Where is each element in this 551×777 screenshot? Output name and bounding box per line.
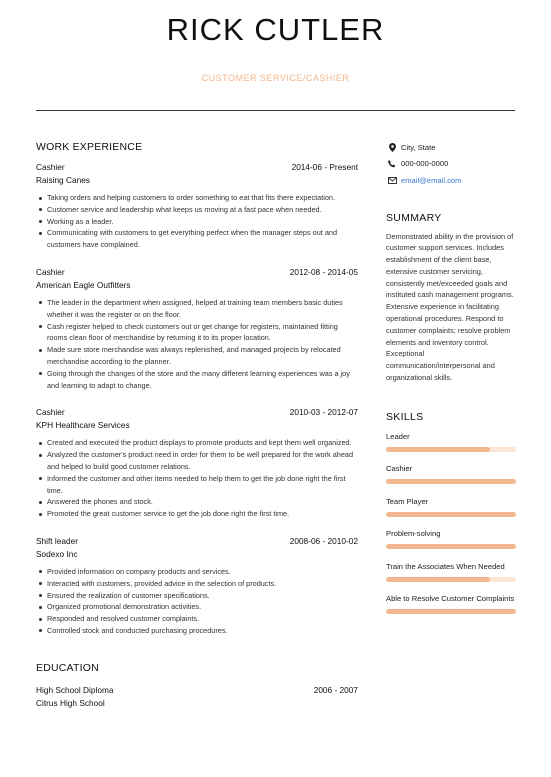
location-text: City, State [401,142,436,152]
job-bullet: Informed the customer and other items needed to help them to get the job done right the first time. [47,473,358,497]
degree: High School Diploma [36,684,114,695]
job-bullet: Organized promotional demonstration activities. [47,601,358,613]
job-bullet: Controlled stock and conducted purchasing procedures. [47,625,358,637]
job-bullet: Working as a leader. [47,216,358,228]
phone-icon [386,160,398,168]
job-bullet: Provided information on company products and services. [47,566,358,578]
skill-label: Team Player [386,496,429,506]
job-entry [36,406,358,520]
skills-list [386,432,516,615]
main-column [36,141,358,709]
skill-label: Problem-solving [386,529,441,539]
job-company: KPH Healthcare Services [36,420,130,431]
skill-level-fill [386,447,490,452]
summary-heading: SUMMARY [386,211,442,224]
job-dates: 2010-03 - 2012-07 [289,407,358,418]
skill-item [386,432,516,452]
job-role: Cashier [36,266,65,277]
job-bullet: Taking orders and helping customers to order something to eat that fits there expectation. [47,192,358,204]
job-bullet: Analyzed the customer's product need in order for them to be well prepared for the work ahead and helped to build good customer relations. [47,449,358,473]
contact-phone [386,156,516,173]
skill-item [386,562,516,582]
job-entry [36,266,358,391]
job-list [36,161,358,637]
skill-label: Train the Associates When Needed [386,561,505,571]
school-name: Citrus High School [36,697,105,708]
job-bullet: Made sure store merchandise was always replenished, and managed projects by relocated merchandise according to the planner. [47,344,358,368]
candidate-name: RICK CUTLER [166,12,385,47]
skill-level-bar [386,447,516,452]
job-bullet: Customer service and leadership what keeps us moving at a fast pace when needed. [47,204,358,216]
map-pin-icon [386,143,398,152]
job-bullet: Cash register helped to check customers out or get change for registers, maintained fitting rooms clean floor of merchandise by returning it to its proper location. [47,321,358,345]
skill-label: Cashier [386,464,413,474]
contact-location [386,139,516,156]
job-bullet: Created and executed the product displays to promote products and kept them well organized. [47,437,358,449]
education-dates: 2006 - 2007 [313,684,358,695]
education-heading: EDUCATION [36,661,99,674]
education-section [36,662,358,709]
mail-icon [386,177,398,184]
job-bullets [36,192,358,251]
skill-item [386,464,516,484]
skill-label: Leader [386,431,410,441]
skill-label: Able to Resolve Customer Complaints [386,594,515,604]
skill-level-bar [386,577,516,582]
skill-item [386,529,516,549]
header-divider [36,110,515,111]
skill-level-bar [386,512,516,517]
job-role: Shift leader [36,535,78,546]
skill-level-fill [386,609,516,614]
job-header [36,535,358,547]
skill-item [386,497,516,517]
job-company: American Eagle Outfitters [36,279,131,290]
phone-text: 000-000-0000 [401,159,449,169]
job-bullets [36,437,358,520]
job-dates: 2012-08 - 2014-05 [289,266,358,277]
job-header [36,161,358,173]
email-link[interactable]: email@email.com [401,175,462,185]
sidebar [386,139,516,627]
job-dates: 2008-06 - 2010-02 [289,535,358,546]
job-header [36,406,358,418]
skill-level-fill [386,577,490,582]
summary-text: Demonstrated ability in the provision of customer support services. Includes establishment of the client base, extensive customer servicing, consistently met/exceeded goals and instituted cash management programs. Extensive experience in facilitating operational procedures. Respond to customer complaints; resolve problem elements and inventory control. Exceptional communication/interpersonal and organizational skills. [386,231,514,383]
work-experience-heading: WORK EXPERIENCE [36,141,143,153]
job-dates: 2014-06 - Present [291,162,358,172]
job-bullets [36,297,358,391]
job-entry [36,161,358,251]
job-company: Sodexo Inc [36,548,78,559]
skill-level-bar [386,609,516,614]
job-bullet: The leader in the department when assigned, helped at training team members basic duties whether it was the register or on the floor. [47,297,358,321]
job-title: CUSTOMER SERVICE/CASHIER [201,73,350,83]
skills-heading: SKILLS [386,410,424,423]
job-role: Cashier [36,162,65,172]
job-bullet: Interacted with customers, provided advice in the selection of products. [47,578,358,590]
education-entry-header [36,684,358,696]
skill-item [386,594,516,614]
skill-level-fill [386,544,516,549]
job-bullet: Answered the phones and stock. [47,496,358,508]
skill-level-bar [386,479,516,484]
job-bullet: Promoted the great customer service to get the job done right the first time. [47,508,358,520]
skill-level-fill [386,512,516,517]
job-bullet: Responded and resolved customer complaints. [47,613,358,625]
job-bullet: Going through the changes of the store and the many different learning experiences was a joy and learning to adapt to change. [47,368,358,392]
skill-level-fill [386,479,516,484]
job-entry [36,535,358,637]
job-header [36,266,358,278]
job-company: Raising Canes [36,175,90,185]
contact-email [386,172,516,189]
job-role: Cashier [36,407,65,418]
skill-level-bar [386,544,516,549]
job-bullet: Communicating with customers to get everything perfect when the manager steps out and customers have complained. [47,227,358,251]
job-bullets [36,566,358,637]
job-bullet: Ensured the realization of customer specifications. [47,590,358,602]
